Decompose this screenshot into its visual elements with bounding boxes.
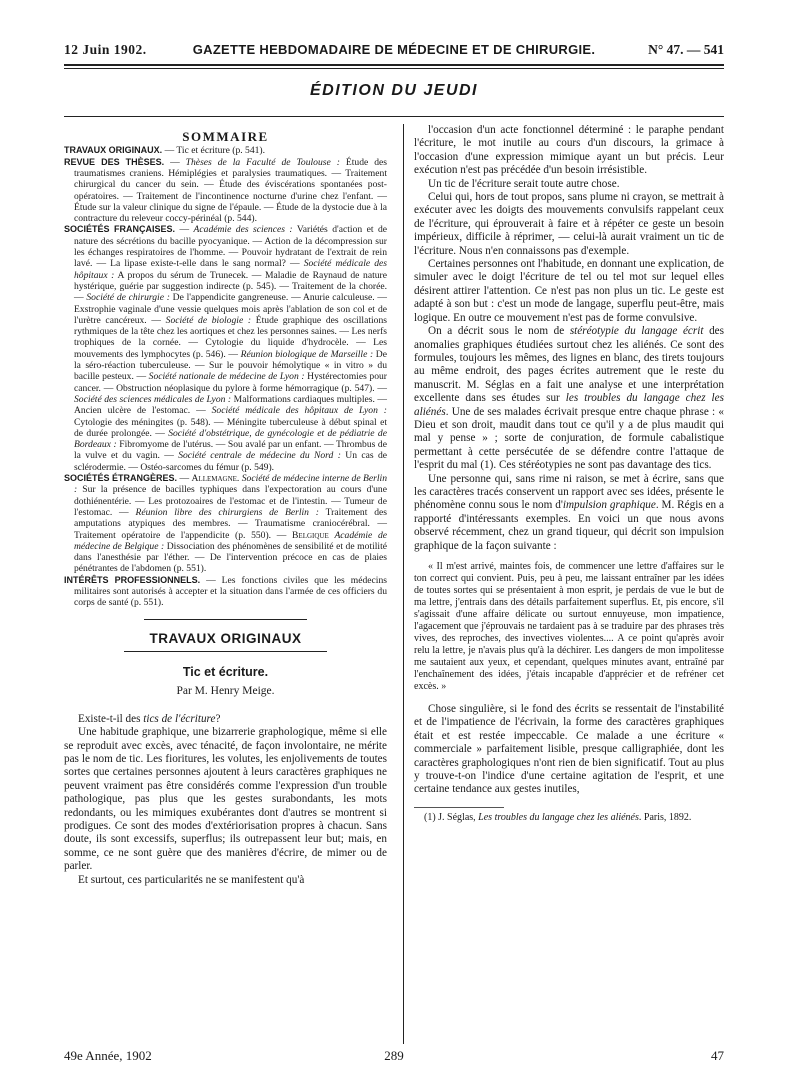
sommaire-entry: INTÉRÊTS PROFESSIONNELS. — Les fonctions civiles que les médecins militaires sont autorisés à accepter et la situation dans l'armée de ces officiers du corps de santé (p. 551).: [64, 574, 387, 609]
paragraph: Celui qui, hors de tout propos, sans plume ni crayon, se mettrait à exécuter avec les doigts des mouvements convulsifs rappelant ceux de l'écriture, qui éprouverait à faire et à répéter ce geste un besoin impérieux, difficile à réprimer, — celui-là aurait vraiment un tic de l'écriture. Nous n'en connaissons pas d'exemple.: [414, 191, 724, 257]
article-body-right: [414, 124, 724, 553]
left-column: [64, 124, 387, 887]
edition-rule: [64, 116, 724, 117]
edition-banner: ÉDITION DU JEUDI: [309, 82, 478, 99]
paragraph: Existe-t-il des tics de l'écriture?: [78, 712, 221, 725]
paragraph: l'occasion d'un acte fonctionnel déterminé : le paraphe pendant l'écriture, le mot inutile au cours d'un discours, la grimace à l'occasion d'une expression mimique ayant un but précis. Leur exécution n'est pas précédée d'un besoin irrésistible.: [414, 124, 724, 177]
issue-date: 12 Juin 1902.: [64, 42, 147, 57]
page-footer: [64, 1048, 724, 1068]
paragraph: On a décrit sous le nom de stéréotypie du langage écrit des anomalies graphiques étudiées surtout chez les aliénés. Ce sont des formules, toujours les mêmes, des lignes en blanc, des tirets toujours au même endroit, des pages écrites autrement que le reste du manuscrit. M. Séglas en a fait une analyse et une interprétation excellente dans ses études sur les troubles du langage chez les aliénés. Une de ses malades écrivait presque entre chaque phrase : « Dieu et son droit, maudit dans tout ce qu'il y a de plus maudit qui mal y pense » ; sorte de conjuration, de formule cabalistique permettant à cette persécutée de se défendre contre l'attaque de l'esprit du mal (1). Ces stéréotypies ne sont pas davantage des tics.: [414, 325, 724, 472]
header-rule: [64, 64, 724, 66]
issue-number: N° 47. — 541: [648, 42, 724, 57]
paragraph: Un tic de l'écriture serait toute autre chose.: [428, 177, 620, 190]
page: [64, 40, 724, 1070]
sommaire-entry: SOCIÉTÉS FRANÇAISES. — Académie des sciences : Variétés d'action et de nature des sécrétions du bacille pyocyanique. — Action de la décompression sur les échanges respiratoires de l'homme. — Pouvoir hydratant de l'extrait de rein lavé. — La lipase existe-t-elle dans le sang normal? — Société médicale des hôpitaux : A propos du sérum de Trunecek. — Maladie de Raynaud de nature hystérique, guérie par suggestion indirecte (p. 545). — Traitement de la chorée. — Société de chirurgie : De l'appendicite gangreneuse. — Anurie calculeuse. — Exstrophie vaginale d'une vessie quelques mois après l'ablation de son col et de l'urètre cancéreux. — Société de biologie : Étude graphique des oscillations rythmiques de la tête chez les aortiques et chez les personnes saines. — Les nerfs trophiques de la cornée. — Cytologie du liquide d'hydrocèle. — Les mouvements des lymphocytes (p. 546). — Réunion biologique de Marseille : De la séro-réaction tuberculeuse. — Sur le pouvoir hémolytique « in vitro » du bacille pesteux. — Société nationale de médecine de Lyon : Hystérectomies pour cancer. — Obstruction néoplasique du pylore à forme hémorragique (p. 547). — Société des sciences médicales de Lyon : Malformations cardiaques multiples. — Ancien ulcère de l'estomac. — Société médicale des hôpitaux de Lyon : Cytologie des méningites (p. 548). — Méningite tuberculeuse à début spinal et de durée prolongée. — Société d'obstétrique, de gynécologie et de pédiatrie de Bordeaux : Fibromyome de l'utérus. — Sou avalé par un enfant. — Thrombus de la vulve et du vagin. — Société centrale de médecine du Nord : Un cas de sclérodermie. — Ostéo-sarcomes du fémur (p. 549).: [64, 224, 388, 473]
right-column: [414, 124, 724, 824]
journal-title: GAZETTE HEBDOMADAIRE DE MÉDECINE ET DE CHIRURGIE.: [192, 42, 596, 57]
paragraph: Une habitude graphique, une bizarrerie graphologique, même si elle se reproduit avec excès, avec ténacité, de façon involontaire, ne mérite pas le nom de tic. Les fioritures, les volutes, les enjolivements de toutes sortes que certaines personnes ajoutent à leurs caractères graphiques ne peuvent vraiment pas être considérés comme l'expression d'un trouble pathologique, pas plus que les gestes surabondants, les mots redondants, ou les mimiques exubérantes dont d'autres se montrent si prodigues. Ce sont des modes d'extériorisation propres à chacun. Sans doute, ils sont excessifs, superflus; ils outrepassent leur but; mais, en somme, ce ne sont guère que des manières d'écrire, de mimer ou de parler.: [64, 726, 387, 873]
article-body-right-cont: [414, 703, 724, 797]
header-rule-thin: [64, 68, 724, 69]
footnote: [414, 812, 724, 824]
footnote-text: (1) J. Séglas, Les troubles du langage chez les aliénés. Paris, 1892.: [424, 811, 692, 823]
sommaire-entry: SOCIÉTÉS ÉTRANGÈRES. — Allemagne. Société de médecine interne de Berlin : Sur la présence de bacilles typhiques dans l'expectoration au cours d'une dothiénentérie. — Les protozoaires de l'estomac et de l'intestin. — Tumeur de l'estomac. — Réunion libre des chirurgiens de Berlin : Traitement des amputations atypiques des membres. — Traumatisme craniocérébral. — Traitement opératoire de l'appendicite (p. 550). — Belgique Académie de médecine de Belgique : Dissociation des phénomènes de sensibilité et de motilité dans l'anesthésie par l'éther. — De l'intervention précoce en cas de plaies pénétrantes de l'abdomen (p. 551).: [64, 473, 387, 575]
footnote-rule: [414, 807, 504, 808]
section-title: TRAVAUX ORIGINAUX: [149, 630, 302, 646]
quote-text: « Il m'est arrivé, maintes fois, de commencer une lettre d'affaires sur le ton correct qui convient. Puis, peu à peu, me laissant entraîner par les idées de toutes sortes qui se présentaient à mon esprit, je perdais de vue le but de ma lettre, j'entrais dans des détails parfaitement superflus. Et, pis encore, s'il s'agissait d'une affaire délicate ou surtout ennuyeuse, mon impatience, l'agacement que j'éprouvais ne tardaient pas à se traduire par des phrases très vives, des reproches, des invectives violentes.... A ce point qu'après avoir relu la lettre, je n'avais plus qu'à la déchirer. Les dangers de mon impolitesse me sautaient aux yeux, et cependant, quelques minutes avant, entraîné par l'enchaînement des idées, j'étais incapable d'apprécier et de refréner cet excès. »: [414, 561, 724, 692]
paragraph: Certaines personnes ont l'habitude, en donnant une explication, de simuler avec le doigt l'écriture de tel ou tel mot sur lequel elles désirent attirer l'attention. Ce n'est pas non plus un tic. Le geste est adapté à son but : c'est un mode de langage, superflu peut-être, mais logique. En outre ce mouvement n'est pas de forme convulsive.: [414, 258, 724, 324]
article-title: Tic et écriture.: [182, 664, 269, 679]
paragraph: Et surtout, ces particularités ne se manifestent qu'à: [78, 873, 305, 886]
sommaire-entry: TRAVAUX ORIGINAUX. — Tic et écriture (p. 541).: [64, 145, 266, 157]
article-body-left: [64, 713, 387, 887]
running-header: [64, 40, 724, 62]
footer-page: 289: [384, 1048, 404, 1063]
footer-year: 49e Année, 1902: [64, 1048, 152, 1063]
section-rule: [124, 651, 327, 652]
column-divider: [403, 124, 404, 1044]
sommaire-title: SOMMAIRE: [182, 129, 269, 144]
patient-quote: [414, 561, 724, 693]
sommaire-list: [64, 145, 387, 608]
sommaire-entry: REVUE DES THÈSES. — Thèses de la Faculté de Toulouse : Étude des traumatismes craniens. Hémiplégies et paralysies traumatiques. — Traitement chirurgical du cancer du sein. — Étude des éviscérations spontanées post-opératoires. — Traitement de l'incontinence nocturne d'urine chez l'enfant. — Étude sur la valeur clinique du signe de l'épaule. — Étude de la dystocie due à la contracture du releveur coccy-périnéal (p. 544).: [64, 156, 388, 225]
paragraph: Une personne qui, sans rime ni raison, se met à écrire, sans que les caractères tracés conservent un rapport avec ses idées, présente le phénomène connu sous le nom d'impulsion graphique. M. Régis en a rapporté d'intéressants exemples. En voici un que nous avons observé récemment, chez un grand tiqueur, qui décrit son impulsion graphique de la façon suivante :: [414, 472, 724, 552]
section-separator: [144, 619, 307, 620]
footer-issue: 47: [711, 1048, 724, 1063]
paragraph: Chose singulière, si le fond des écrits se ressentait de l'instabilité et de l'impatience de l'écrivain, la forme des caractères graphiques était et est restée impeccable. Ce malade a une écriture « commerciale » parfaitement lisible, presque calligraphiée, dont les caractères graphologiques n'ont rien de bien significatif. Tout au plus y trouve-t-on l'indice d'une certaine agitation de l'esprit, et une certaine tendance aux gestes inutiles,: [414, 703, 724, 796]
article-author: Par M. Henry Meige.: [176, 685, 275, 698]
